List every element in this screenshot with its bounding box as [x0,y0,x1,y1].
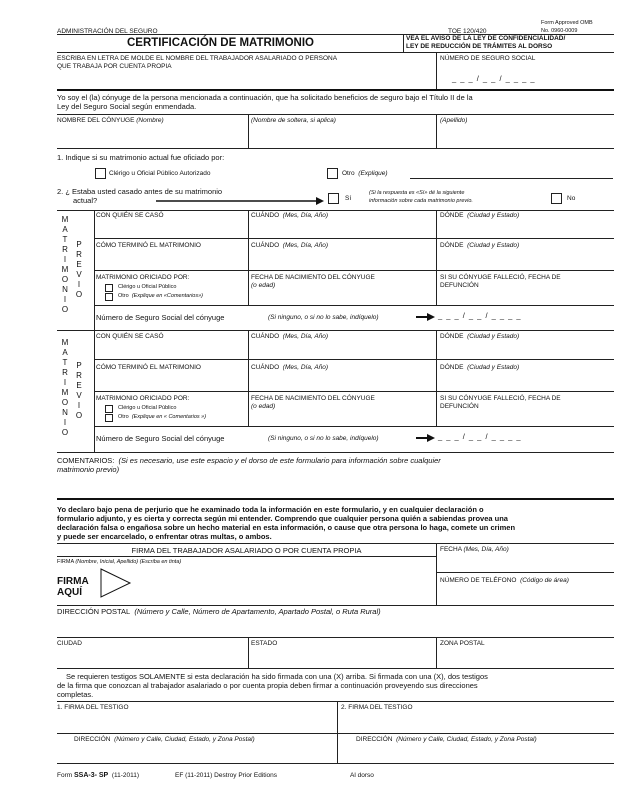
dob-hint-2: (o edad) [251,403,276,410]
sign-here-label: FIRMA AQUÍ [57,576,89,598]
dob-hint-1: (o edad) [251,282,276,289]
address-label: DIRECCIÓN POSTAL (Número y Calle, Número de Apartamento, Apartado Postal, o Ruta Rural) [57,607,381,616]
when-label-2: CUÁNDO (Mes, Día, Año) [251,333,329,340]
officiated-other-checkbox-2[interactable] [105,414,113,422]
yes-note-2: información sobre cada matrimonio previo. [369,198,473,204]
firma-label: FIRMA (Nombre, Inicial, Apellido) (Escriba en tinta) [57,559,182,565]
with-whom-label-2: CON QUIÉN SE CASÓ [96,333,164,340]
previo-vertical-label: P R E V I O [75,240,83,299]
officiated-label-2: MATRIMONIO ORICIADO POR: [96,395,190,402]
when-field-2[interactable] [250,343,435,357]
spouse-surname-field[interactable] [438,127,613,145]
when-ended-field-2[interactable] [250,374,435,389]
worker-name-field[interactable] [57,72,435,88]
zip-field[interactable] [438,650,613,666]
how-ended-field-2[interactable] [96,374,246,389]
paperwork-notice: LEY DE REDUCCIÓN DE TRÁMITES AL DORSO [406,43,553,50]
witness-2-signature-label: 2. FIRMA DEL TESTIGO [341,704,413,711]
officiated-other-label-1: Otro (Explique en «Comentarios») [118,293,203,299]
worker-ssn-field[interactable]: _ _ _ / _ _ / _ _ _ _ [452,74,536,83]
where-label-1: DÓNDE (Ciudad y Estado) [440,212,520,219]
dob-field-1[interactable] [250,290,435,303]
spouse-ssn-hint-1: (Si ninguno, o si no lo sabe, indíquelo) [268,314,379,321]
spouse-name-label: NOMBRE DEL CÓNYUGE (Nombre) [57,117,164,124]
witness-1-signature-field[interactable] [57,713,335,731]
where-ended-label-2: DÓNDE (Ciudad y Estado) [440,364,520,371]
arrow-right-icon [416,434,436,442]
city-label: CIUDAD [57,640,82,647]
privacy-notice: VEA EL AVISO DE LA LEY DE CONFIDENCIALIDAD/ [406,35,566,42]
witness-intro-2: de la firma que conozcan al trabajador asalariado o por cuenta propia deben firmar a continuación proveyendo sus direcciones [57,681,478,690]
with-whom-field-1[interactable] [96,222,246,236]
how-ended-label-1: CÓMO TERMINÓ EL MATRIMONIO [96,242,201,249]
spouse-ssn-hint-2: (Si ninguno, o si no lo sabe, indíquelo) [268,435,379,442]
worker-name-label-2: QUE TRABAJA POR CUENTA PROPIA [57,63,172,70]
yes-note: (Si la respuesta es «Sí» dé la siguiente [369,190,465,196]
ssn-label: NÚMERO DE SEGURO SOCIAL [440,55,536,62]
spouse-ssn-label-1: Número de Seguro Social del cónyuge [96,313,225,322]
death-field-1[interactable] [438,290,613,303]
officiated-clergy-label-1: Clérigo u Oficial Público [118,284,177,290]
witness-1-address-label: DIRECCIÓN (Número y Calle, Ciudad, Estado, y Zona Postal) [74,736,255,743]
comments-label: COMENTARIOS: (Si es necesario, use este espacio y el dorso de este formulario para información sobre cualquier [57,456,441,465]
intro-line-2: Ley del Seguro Social según enmendada. [57,102,197,111]
signature-field[interactable] [136,568,434,602]
death-label-2b: DEFUNCIÓN [440,403,479,410]
date-label: FECHA (Mes, Día, Año) [440,546,509,553]
state-label: ESTADO [251,640,278,647]
clergy-checkbox[interactable] [95,168,106,179]
when-label-1: CUÁNDO (Mes, Día, Año) [251,212,329,219]
witness-intro-3: completas. [57,690,94,699]
edition-note: EF (11-2011) Destroy Prior Editions [175,772,277,779]
dob-field-2[interactable] [250,411,435,424]
omb-approval: Form Approved OMB [541,20,593,26]
where-ended-label-1: DÓNDE (Ciudad y Estado) [440,242,520,249]
date-field[interactable] [438,556,613,570]
witness-1-signature-label: 1. FIRMA DEL TESTIGO [57,704,129,711]
address-field[interactable] [57,617,613,635]
witness-intro-1: Se requieren testigos SOLAMENTE si esta declaración ha sido firmada con una (X) arriba. Si firmada con una (X), dos testigos [66,672,488,681]
witness-2-signature-field[interactable] [340,713,613,731]
spouse-first-name-field[interactable] [57,127,247,145]
married-before-no-checkbox[interactable] [551,193,562,204]
maiden-name-label: (Nombre de soltera, si aplica) [251,117,336,124]
declaration-line-3: declaración falsa o engañosa sobre un hecho material en esta información, o cause que otra persona lo haga, comete un crimen [57,523,516,532]
witness-2-address-label: DIRECCIÓN (Número y Calle, Ciudad, Estado, y Zona Postal) [356,736,537,743]
when-ended-field-1[interactable] [250,252,435,268]
where-label-2: DÓNDE (Ciudad y Estado) [440,333,520,340]
declaration-line-4: y puede ser encarcelado, o enfrentar otras multas, o ambos. [57,532,272,541]
when-ended-label-2: CUÁNDO (Mes, Día, Año) [251,364,329,371]
officiated-clergy-label-2: Clérigo u Oficial Público [118,405,177,411]
over-note: Al dorso [350,772,374,779]
zip-label: ZONA POSTAL [440,640,485,647]
death-label-1b: DEFUNCIÓN [440,282,479,289]
how-ended-label-2: CÓMO TERMINÓ EL MATRIMONIO [96,364,201,371]
when-ended-label-1: CUÁNDO (Mes, Día, Año) [251,242,329,249]
other-label: Otro (Explique) [342,170,388,177]
yes-label: Sí [345,195,352,202]
arrow-right-icon [156,197,326,205]
spouse-maiden-name-field[interactable] [250,127,435,145]
officiated-label-1: MATRIMONIO ORICIADO POR: [96,274,190,281]
officiated-clergy-checkbox-2[interactable] [105,405,113,413]
dob-label-2: FECHA DE NACIMIENTO DEL CÓNYUGE [251,395,375,402]
where-ended-field-1[interactable] [438,252,613,268]
declaration-line-1: Yo declaro bajo pena de perjurio que he examinado toda la información en este formulario, y en cualquier declaración o [57,505,484,514]
other-checkbox[interactable] [327,168,338,179]
omb-number: No. 0960-0009 [541,28,578,34]
spouse-ssn-field-2[interactable]: _ _ _ / _ _ / _ _ _ _ [438,432,522,441]
signature-header: FIRMA DEL TRABAJADOR ASALARIADO O POR CUENTA PROPIA [131,546,362,555]
sign-here-arrow-icon [100,568,132,598]
where-field-2[interactable] [438,343,613,357]
matrimonio-vertical-label: M A T R I M O N I O [61,215,69,314]
officiated-other-checkbox-1[interactable] [105,293,113,301]
question-2-cont: actual? [73,196,98,205]
agency-name: ADMINISTRACIÓN DEL SEGURO [57,28,158,35]
phone-label: NÚMERO DE TELÉFONO (Código de área) [440,577,569,584]
clergy-label: Clérigo u Oficial Público Autorizado [109,170,211,177]
question-1: 1. Indique si su matrimonio actual fue oficiado por: [57,153,225,162]
officiated-other-label-2: Otro (Explique en « Comentarios ») [118,414,207,420]
worker-name-label: ESCRIBA EN LETRA DE MOLDE EL NOMBRE DEL TRABAJADOR ASALARIADO O PERSONA [57,55,338,62]
with-whom-label-1: CON QUIÉN SE CASÓ [96,212,164,219]
witness-2-address-field[interactable] [340,745,613,761]
dob-label-1: FECHA DE NACIMIENTO DEL CÓNYUGE [251,274,375,281]
form-code: TOE 120/420 [448,28,487,35]
officiated-clergy-checkbox-1[interactable] [105,284,113,292]
matrimonio-vertical-label-2: M A T R I M O N I O [61,338,69,437]
death-label-2: SI SU CÓNYUGE FALLECIÓ, FECHA DE [440,395,561,402]
married-before-yes-checkbox[interactable] [328,193,339,204]
when-field-1[interactable] [250,222,435,236]
spouse-ssn-label-2: Número de Seguro Social del cónyuge [96,434,225,443]
previo-vertical-label-2: P R E V I O [75,361,83,420]
spouse-ssn-field-1[interactable]: _ _ _ / _ _ / _ _ _ _ [438,311,522,320]
death-field-2[interactable] [438,411,613,424]
comments-field[interactable] [57,476,613,496]
comments-hint: matrimonio previo) [57,465,120,474]
declaration-line-2: formulario adjunto, y es cierta y correcta según mi entender. Comprendo que cualquier persona quién a sabiendas provea una [57,514,508,523]
question-2: 2. ¿ Estaba usted casado antes de su matrimonio [57,187,223,196]
where-ended-field-2[interactable] [438,374,613,389]
no-label: No [567,195,576,202]
witness-1-address-field[interactable] [57,745,335,761]
where-field-1[interactable] [438,222,613,236]
how-ended-field-1[interactable] [96,252,246,268]
intro-line-1: Yo soy el (la) cónyuge de la persona mencionada a continuación, que ha solicitado beneficios de seguro bajo el Título II de la [57,93,473,102]
with-whom-field-2[interactable] [96,343,246,357]
state-field[interactable] [250,650,435,666]
arrow-right-icon [416,313,436,321]
form-number: Form SSA-3- SP (11-2011) [57,772,140,779]
form-title: CERTIFICACIÓN DE MATRIMONIO [127,37,314,49]
other-explain-line[interactable] [410,178,613,179]
phone-field[interactable] [438,587,613,602]
surname-label: (Apellido) [440,117,468,124]
city-field[interactable] [57,650,247,666]
death-label-1: SI SU CÓNYUGE FALLECIÓ, FECHA DE [440,274,561,281]
